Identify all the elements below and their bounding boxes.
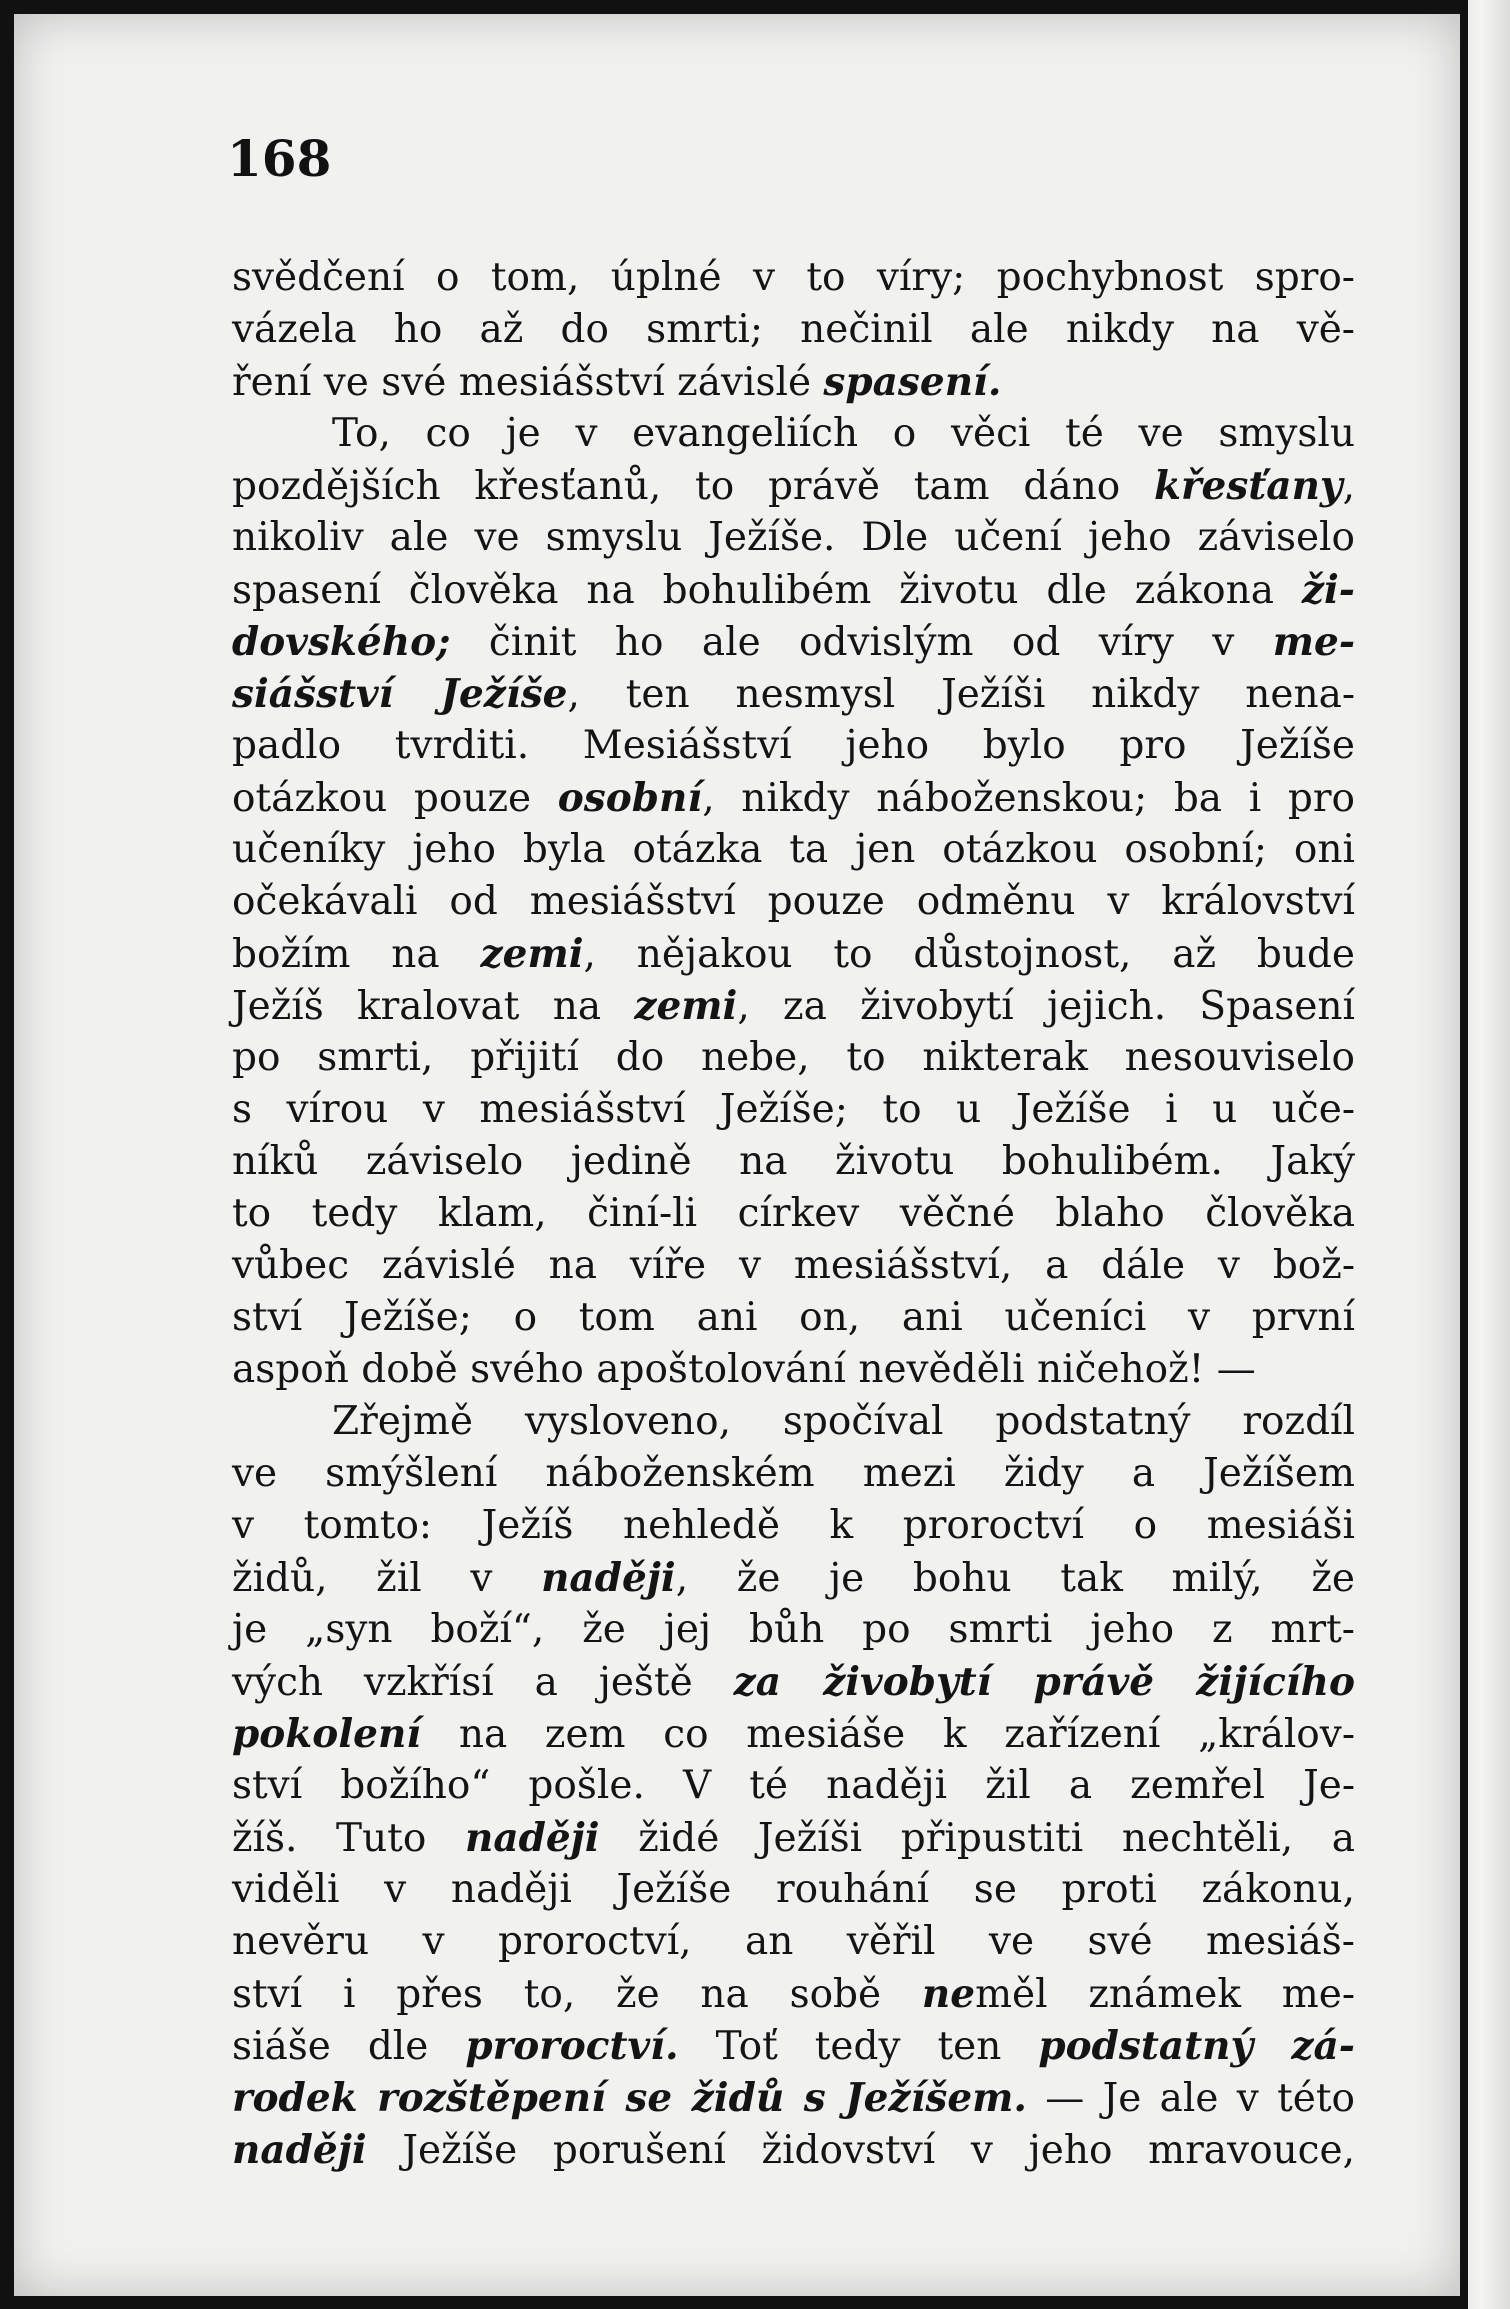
emphasized-text: křesťany <box>1153 463 1343 509</box>
page-edge <box>1462 0 1510 2309</box>
emphasized-text: podstatný zá- <box>1038 2023 1355 2069</box>
text-segment: , že je bohu tak milý, že <box>675 1556 1356 1601</box>
text-segment: židé Ježíši připustiti nechtěli, a <box>599 1816 1355 1861</box>
text-segment: otázkou pouze <box>232 776 558 821</box>
text-line <box>232 824 1355 876</box>
text-line <box>232 408 1355 460</box>
text-line <box>232 1084 1355 1136</box>
text-segment: aspoň době svého apoštolování nevěděli ničehož! — <box>232 1347 1256 1392</box>
page-number: 168 <box>227 129 332 188</box>
text-segment: padlo tvrditi. Mesiášství jeho bylo pro Ježíše <box>232 723 1355 768</box>
text-segment: ství i přes to, že na sobě <box>232 1972 922 2017</box>
emphasized-text: naději <box>232 2127 367 2173</box>
text-segment: — Je ale v této <box>1027 2076 1355 2121</box>
text-line <box>232 1656 1355 1708</box>
text-segment: ření ve své mesiášství závislé <box>232 360 824 405</box>
text-line <box>232 928 1355 980</box>
text-segment: nikoliv ale ve smyslu Ježíše. Dle učení jeho záviselo <box>232 515 1355 560</box>
emphasized-text: dovského; <box>232 619 451 665</box>
text-line <box>232 1812 1355 1864</box>
text-line <box>232 1136 1355 1188</box>
emphasized-text: za živobytí právě žijícího <box>733 1659 1355 1705</box>
text-line <box>232 1240 1355 1292</box>
text-segment: Zřejmě vysloveno, spočíval podstatný rozdíl <box>332 1399 1355 1444</box>
text-segment: To, co je v evangeliích o věci té ve smyslu <box>332 411 1355 456</box>
text-line <box>232 876 1355 928</box>
emphasized-text: pokolení <box>232 1711 422 1757</box>
text-line <box>232 1344 1355 1396</box>
emphasized-text: naději <box>464 1815 600 1861</box>
emphasized-text: zemi <box>480 931 584 977</box>
text-segment: v tomto: Ježíš nehledě k proroctví o mesiáši <box>232 1503 1355 1548</box>
text-line <box>232 720 1355 772</box>
book-page <box>14 14 1460 2296</box>
text-segment: vých vzkřísí a ještě <box>232 1660 734 1705</box>
text-line <box>232 2124 1355 2176</box>
text-segment: nevěru v proroctví, an věřil ve své mesiáš- <box>232 1919 1355 1964</box>
text-segment: ství Ježíše; o tom ani on, ani učeníci v první <box>232 1295 1355 1340</box>
emphasized-text: ži- <box>1301 567 1355 613</box>
text-segment: po smrti, přijití do nebe, to nikterak nesouviselo <box>232 1035 1355 1080</box>
text-line <box>232 252 1355 304</box>
text-line <box>232 460 1355 512</box>
text-segment: vůbec závislé na víře v mesiášství, a dále v bož- <box>232 1243 1355 1288</box>
text-line <box>232 1760 1355 1812</box>
text-line <box>232 564 1355 616</box>
text-segment: viděli v naději Ježíše rouhání se proti zákonu, <box>232 1867 1355 1912</box>
text-segment: očekávali od mesiášství pouze odměnu v království <box>232 879 1355 924</box>
text-line <box>232 2072 1355 2124</box>
emphasized-text: zemi <box>634 983 738 1029</box>
text-segment: to tedy klam, činí-li církev věčné blaho člověka <box>232 1191 1355 1236</box>
text-line <box>232 980 1355 1032</box>
text-segment: siáše dle <box>232 2024 466 2069</box>
text-line <box>232 512 1355 564</box>
text-segment: činit ho ale odvislým od víry v <box>450 620 1273 665</box>
text-line <box>232 2020 1355 2072</box>
text-segment: učeníky jeho byla otázka ta jen otázkou osobní; oni <box>232 827 1355 872</box>
text-line <box>232 1604 1355 1656</box>
text-segment: Ježíše porušení židovství v jeho mravouce, <box>366 2128 1355 2173</box>
text-line <box>232 772 1355 824</box>
text-line <box>232 616 1355 668</box>
emphasized-text: spasení. <box>823 359 1002 405</box>
text-segment: židů, žil v <box>232 1556 542 1601</box>
text-segment: žíš. Tuto <box>232 1816 465 1861</box>
emphasized-text: osobní <box>557 775 703 821</box>
text-line <box>232 1396 1355 1448</box>
text-segment: Ježíš kralovat na <box>232 984 635 1029</box>
text-segment: vázela ho až do smrti; nečinil ale nikdy na vě- <box>232 307 1355 352</box>
text-segment: , <box>1342 464 1355 509</box>
text-line <box>232 1032 1355 1084</box>
text-segment: níků záviselo jedině na životu bohulibém. Jaký <box>232 1139 1355 1184</box>
text-line <box>232 1448 1355 1500</box>
text-segment: , za živobytí jejich. Spasení <box>737 984 1355 1029</box>
text-line <box>232 1708 1355 1760</box>
text-line <box>232 1864 1355 1916</box>
text-segment: s vírou v mesiášství Ježíše; to u Ježíše i u uče- <box>232 1087 1355 1132</box>
body-text <box>232 252 1355 2176</box>
text-segment: , ten nesmysl Ježíši nikdy nena- <box>567 672 1355 717</box>
text-segment: božím na <box>232 932 481 977</box>
text-segment: svědčení o tom, úplné v to víry; pochybnost spro- <box>232 255 1355 300</box>
emphasized-text: rodek rozštěpení se židů s Ježíšem. <box>232 2075 1027 2121</box>
text-segment: ve smýšlení náboženském mezi židy a Ježíšem <box>232 1451 1355 1496</box>
text-line <box>232 1188 1355 1240</box>
text-segment: Toť tedy ten <box>678 2024 1039 2069</box>
text-line <box>232 1916 1355 1968</box>
emphasized-text: me- <box>1272 619 1355 665</box>
emphasized-text: naději <box>541 1555 676 1601</box>
text-segment: pozdějších křesťanů, to právě tam dáno <box>232 464 1154 509</box>
text-segment: měl známek me- <box>975 1972 1355 2017</box>
text-line <box>232 1500 1355 1552</box>
text-line <box>232 1968 1355 2020</box>
text-segment: , nikdy náboženskou; ba i pro <box>702 776 1355 821</box>
emphasized-text: ne <box>921 1971 976 2017</box>
text-segment: je „syn boží“, že jej bůh po smrti jeho z mrt- <box>232 1607 1355 1652</box>
emphasized-text: proroctví. <box>465 2023 679 2069</box>
text-line <box>232 1552 1355 1604</box>
text-line <box>232 668 1355 720</box>
text-segment: , nějakou to důstojnost, až bude <box>583 932 1355 977</box>
text-line <box>232 1292 1355 1344</box>
emphasized-text: siášství Ježíše <box>232 671 568 717</box>
text-segment: ství božího“ pošle. V té naději žil a zemřel Je- <box>232 1763 1355 1808</box>
text-line <box>232 356 1355 408</box>
text-segment: na zem co mesiáše k zařízení „králov- <box>421 1712 1355 1757</box>
text-line <box>232 304 1355 356</box>
text-segment: spasení člověka na bohulibém životu dle zákona <box>232 568 1302 613</box>
